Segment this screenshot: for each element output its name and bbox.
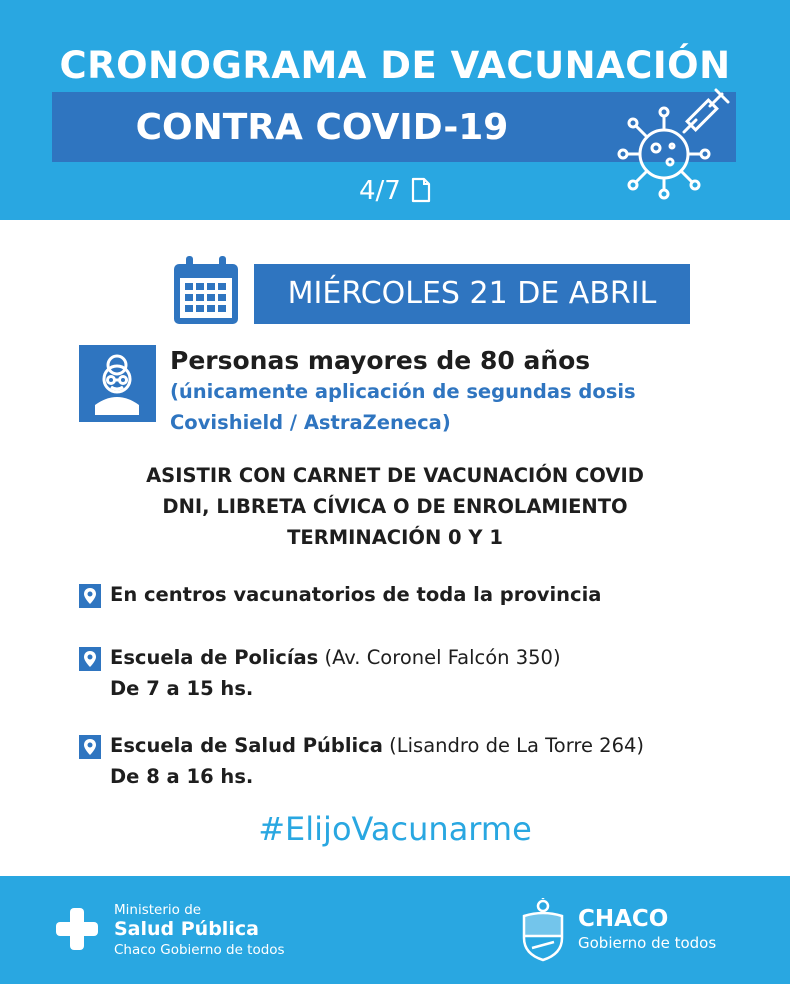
date-banner: MIÉRCOLES 21 DE ABRIL [254,264,690,324]
location-item [110,734,644,757]
location-hours: De 8 a 16 hs. [110,765,254,788]
location-address: (Av. Coronel Falcón 350) [324,646,561,669]
requirement-line-2: DNI, LIBRETA CÍVICA O DE ENROLAMIENTO [162,495,628,518]
group-note-line-2: Covishield / AstraZeneca) [170,411,451,434]
group-title: Personas mayores de 80 años [170,346,591,375]
province-subtitle: Gobierno de todos [578,934,717,952]
hashtag: #ElijoVacunarme [258,810,532,848]
ministry-label-small: Ministerio de [114,902,202,918]
requirement-line-3: TERMINACIÓN 0 Y 1 [287,526,503,549]
calendar-icon [172,254,240,326]
location-pin-icon [79,584,101,608]
plus-icon [54,906,100,952]
title-line-1: CRONOGRAMA DE VACUNACIÓN [59,44,731,87]
province-name: CHACO [578,906,669,932]
elderly-person-icon [79,345,156,422]
virus-syringe-icon [612,86,738,202]
ministry-subtitle: Chaco Gobierno de todos [114,942,285,958]
provincial-shield-icon [518,898,568,962]
location-name: Escuela de Policías [110,646,319,669]
ministry-label-big: Salud Pública [114,918,259,940]
document-icon [411,177,431,203]
location-item [110,646,561,669]
requirement-line-1: ASISTIR CON CARNET DE VACUNACIÓN COVID [146,464,644,487]
location-pin-icon [79,647,101,671]
page-number: 4/7 [358,176,401,206]
location-hours: De 7 a 15 hs. [110,677,254,700]
location-name: Escuela de Salud Pública [110,734,383,757]
location-address: (Lisandro de La Torre 264) [389,734,644,757]
location-name: En centros vacunatorios de toda la provincia [110,583,602,606]
location-pin-icon [79,735,101,759]
location-item [110,583,601,606]
title-line-2: CONTRA COVID-19 [135,107,509,148]
group-note-line-1: (únicamente aplicación de segundas dosis [170,380,636,403]
